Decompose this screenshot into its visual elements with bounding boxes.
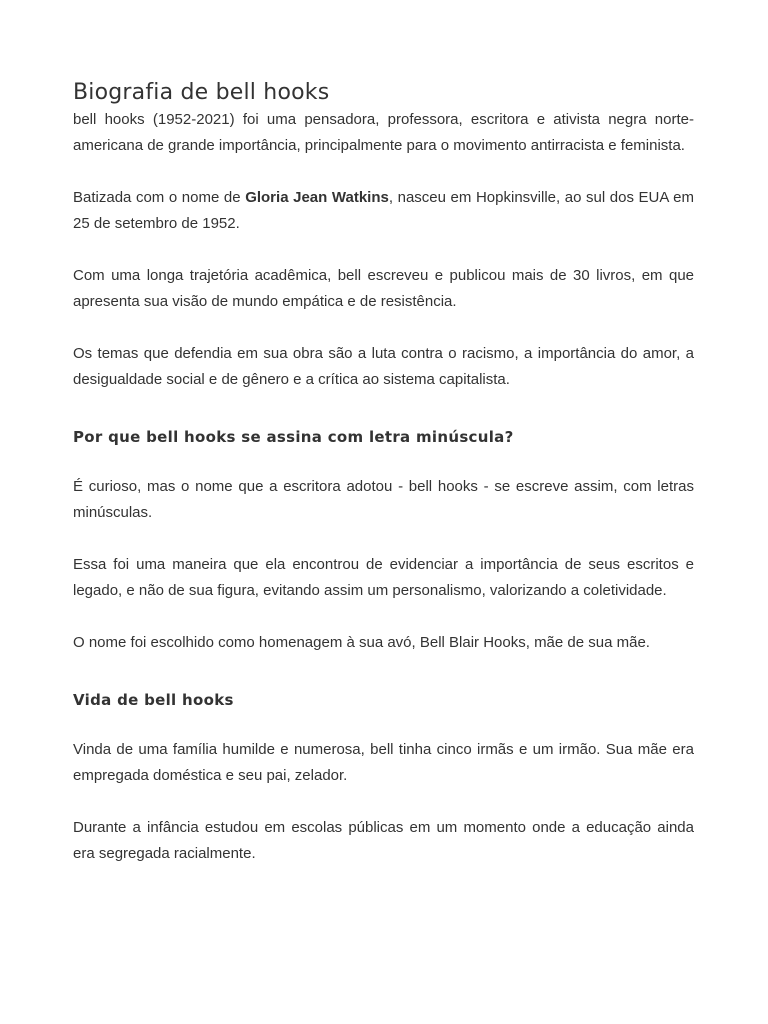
paragraph-birth-before: Batizada com o nome de	[73, 189, 246, 206]
paragraph-themes: Os temas que defendia em sua obra são a luta contra o racismo, a importância do amor, a desigualdade social e de gênero e a crítica ao sistema capitalista.	[73, 345, 694, 388]
paragraph-career: Com uma longa trajetória acadêmica, bell escreveu e publicou mais de 30 livros, em que apresenta sua visão de mundo empática e de resistência.	[73, 267, 694, 310]
spacer	[73, 393, 694, 424]
paragraph-birth-after: , nasceu em Hopkinsville, ao sul dos EUA em 25 de setembro de 1952.	[73, 189, 694, 232]
spacer	[73, 713, 694, 737]
spacer	[73, 604, 694, 630]
paragraph-intro: bell hooks (1952-2021) foi uma pensadora, professora, escritora e ativista negra norte-americana de grande importância, principalmente para o movimento antirracista e feminista.	[73, 111, 694, 154]
spacer	[73, 656, 694, 687]
spacer	[73, 315, 694, 341]
spacer	[73, 237, 694, 263]
birth-name-bold: Gloria Jean Watkins	[245, 189, 389, 206]
spacer	[73, 159, 694, 185]
page-title: Biografia de bell hooks	[73, 80, 330, 105]
paragraph-childhood: Durante a infância estudou em escolas públicas em um momento onde a educação ainda era segregada racialmente.	[73, 819, 694, 862]
paragraph-curious: É curioso, mas o nome que a escritora adotou - bell hooks - se escreve assim, com letras minúsculas.	[73, 478, 694, 521]
paragraph-evidence: Essa foi uma maneira que ela encontrou de evidenciar a importância de seus escritos e legado, e não de sua figura, evitando assim um personalismo, valorizando a coletividade.	[73, 556, 694, 599]
section-heading-lowercase-name: Por que bell hooks se assina com letra minúscula?	[73, 428, 514, 446]
paragraph-family: Vinda de uma família humilde e numerosa, bell tinha cinco irmãs e um irmão. Sua mãe era empregada doméstica e seu pai, zelador.	[73, 741, 694, 784]
section-heading-life: Vida de bell hooks	[73, 691, 234, 709]
spacer	[73, 789, 694, 815]
paragraph-grandmother: O nome foi escolhido como homenagem à sua avó, Bell Blair Hooks, mãe de sua mãe.	[73, 634, 650, 651]
spacer	[73, 526, 694, 552]
spacer	[73, 450, 694, 474]
paragraph-birth	[73, 185, 694, 237]
